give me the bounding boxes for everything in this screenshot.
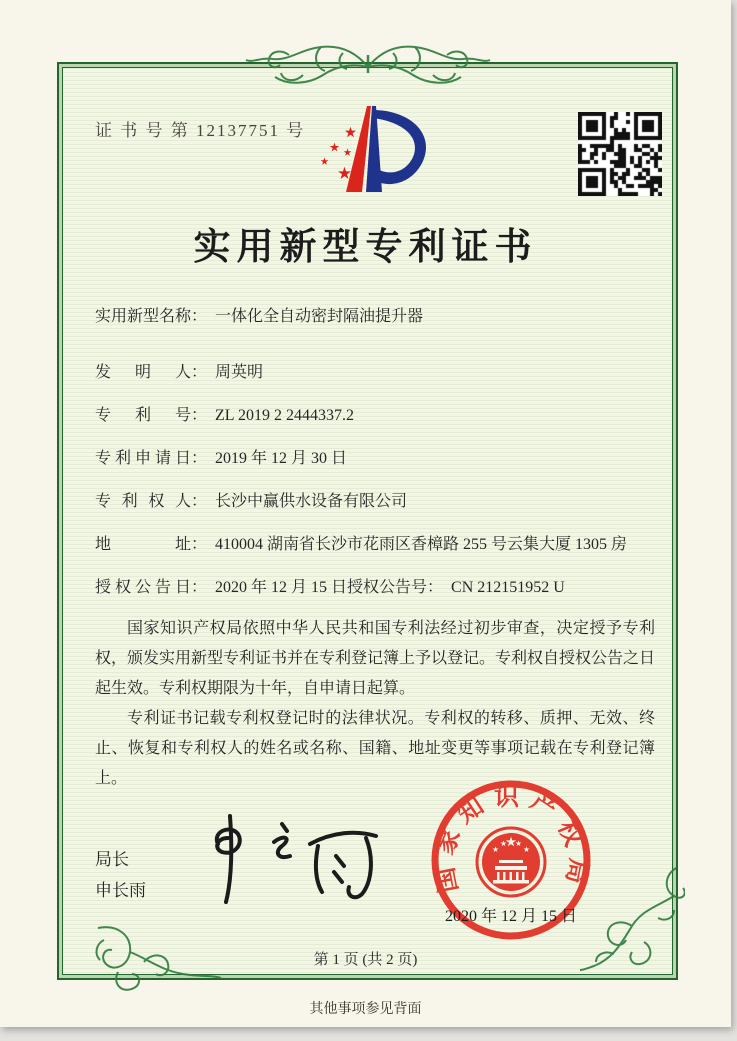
field-value: 2019 年 12 月 30 日	[215, 450, 348, 467]
field-label: 地址	[95, 536, 191, 553]
qr-code	[578, 112, 662, 196]
top-flourish-ornament	[243, 33, 493, 91]
signature-graphic	[190, 800, 390, 910]
field-row-patentee	[95, 491, 661, 513]
national-emblem	[477, 828, 545, 896]
cnipa-logo	[296, 100, 436, 200]
field-value: 410004 湖南省长沙市花雨区香樟路 255 号云集大厦 1305 房	[215, 536, 628, 553]
field-colon: ：	[191, 536, 208, 553]
legal-paragraphs	[95, 614, 655, 794]
field-label: 实用新型名称	[95, 308, 192, 325]
page-number: 第 1 页 (共 2 页)	[313, 952, 418, 968]
field-list	[95, 306, 661, 620]
field-colon: ：	[427, 579, 444, 596]
back-note: 其他事项参见背面	[309, 1002, 422, 1017]
signer-title: 局长	[95, 850, 129, 869]
field-colon: ：	[191, 308, 208, 325]
field-value: 周英明	[215, 364, 264, 381]
field-value: 一体化全自动密封隔油提升器	[215, 308, 424, 325]
field-colon: ：	[191, 364, 208, 381]
field-value: ZL 2019 2 2444337.2	[215, 407, 354, 424]
field-row-grant-date	[95, 577, 661, 599]
field-label: 授权公告号	[347, 579, 428, 596]
field-value: 2020 年 12 月 15 日	[215, 579, 348, 596]
field-colon: ：	[191, 579, 208, 596]
paragraph-grant: 国家知识产权局依照中华人民共和国专利法经过初步审查，决定授予专利权，颁发实用新型专利证书并在专利登记簿上予以登记。专利权自授权公告之日起生效。专利权期限为十年，自申请日起算。	[95, 620, 656, 697]
field-row-patent-no	[95, 405, 661, 427]
seal-date: 2020 年 12 月 15 日	[444, 908, 577, 925]
field-row-inventor	[95, 362, 661, 384]
certificate-title: 实用新型专利证书	[193, 227, 538, 268]
field-label: 授权公告日	[95, 579, 191, 596]
field-label: 专利权人	[95, 493, 191, 510]
paragraph-register: 专利证书记载专利权登记时的法律状况。专利权的转移、质押、无效、终止、恢复和专利权人的姓名或名称、国籍、地址变更等事项记载在专利登记簿上。	[95, 710, 655, 787]
field-label: 发明人	[95, 364, 191, 381]
field-value: 长沙中赢供水设备有限公司	[215, 493, 408, 510]
field-colon: ：	[191, 493, 208, 510]
field-row-filing-date	[95, 448, 661, 470]
field-label: 专利号	[95, 407, 191, 424]
signer-name: 申长雨	[95, 881, 146, 900]
certificate-number: 证 书 号 第 12137751 号	[95, 121, 306, 140]
seal-org-text: 国家知识产权局	[430, 783, 592, 895]
field-colon: ：	[191, 407, 208, 424]
field-row-name	[95, 306, 661, 328]
field-grant-no	[347, 577, 565, 599]
field-value: CN 212151952 U	[451, 579, 565, 596]
field-row-address	[95, 534, 661, 556]
field-colon: ：	[191, 450, 208, 467]
field-label: 专利申请日	[95, 450, 191, 467]
